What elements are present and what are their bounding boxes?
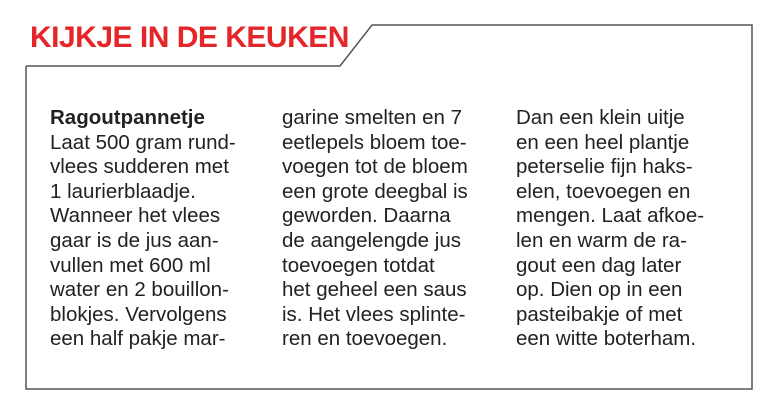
text-line: Wanneer het vlees bbox=[50, 204, 221, 228]
text-line: toevoegen totdat bbox=[282, 253, 435, 277]
text-line: eetlepels bloem toe- bbox=[282, 130, 467, 154]
text-line: Laat 500 gram rund- bbox=[50, 130, 236, 154]
text-line: vlees sudderen met bbox=[50, 155, 229, 179]
text-line: en een heel plantje bbox=[516, 130, 690, 154]
text-line: de aangelengde jus bbox=[282, 228, 461, 252]
text-line: blokjes. Vervolgens bbox=[50, 302, 227, 326]
text-line: garine smelten en 7 bbox=[282, 106, 463, 129]
text-line: peterselie fijn haks- bbox=[516, 155, 693, 179]
text-line: voegen tot de bloem bbox=[282, 155, 468, 179]
text-line: een grote deegbal is bbox=[282, 179, 468, 203]
text-line: mengen. Laat afkoe- bbox=[516, 204, 705, 228]
text-line: water en 2 bouillon- bbox=[50, 278, 229, 302]
text-line: geworden. Daarna bbox=[282, 204, 451, 228]
text-line: gaar is de jus aan- bbox=[50, 228, 219, 252]
article-column-1 bbox=[50, 106, 236, 352]
text-line: 1 laurierblaadje. bbox=[50, 179, 196, 203]
text-line: gout een dag later bbox=[516, 253, 682, 277]
text-line: een witte boterham. bbox=[516, 327, 697, 351]
article-column-2 bbox=[282, 106, 468, 352]
text-line: Dan een klein uitje bbox=[516, 106, 685, 129]
text-line: len en warm de ra- bbox=[516, 228, 687, 252]
text-line: pasteibakje of met bbox=[516, 302, 683, 326]
recipe-title: Ragoutpannetje bbox=[50, 106, 205, 129]
text-line: het geheel een saus bbox=[282, 278, 467, 302]
article-column-3 bbox=[516, 106, 704, 352]
text-line: vullen met 600 ml bbox=[50, 253, 211, 277]
text-line: ren en toevoegen. bbox=[282, 327, 448, 351]
page-title: KIJKJE IN DE KEUKEN bbox=[30, 21, 349, 54]
text-line: op. Dien op in een bbox=[516, 278, 683, 302]
text-line: een half pakje mar- bbox=[50, 327, 226, 351]
text-line: is. Het vlees splinte- bbox=[282, 302, 466, 326]
text-line: elen, toevoegen en bbox=[516, 179, 691, 203]
